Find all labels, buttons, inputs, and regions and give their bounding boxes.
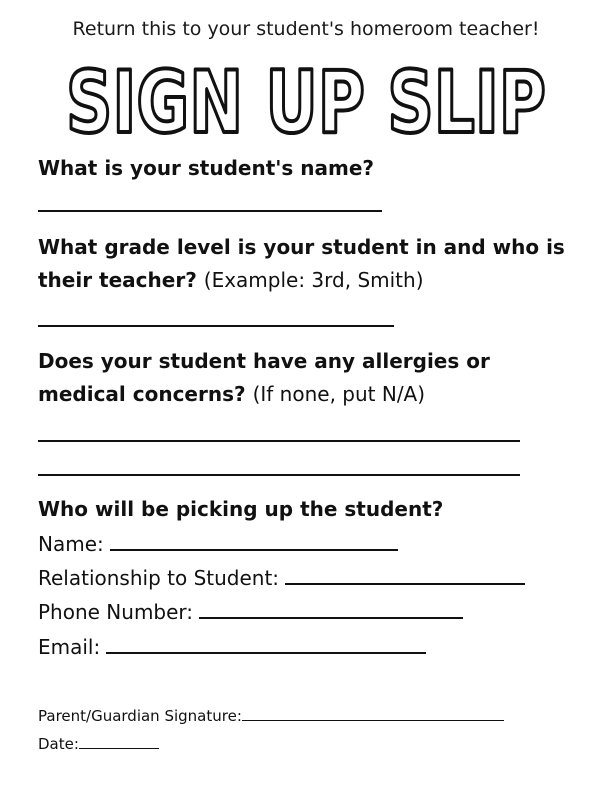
pickup-relationship-label: Relationship to Student:: [38, 566, 280, 590]
signature-label: Parent/Guardian Signature:: [38, 707, 242, 725]
question-allergies-text: medical concerns?: [38, 382, 246, 406]
question-student-name-label: What is your student's name?: [38, 156, 374, 180]
pickup-email-line[interactable]: [106, 652, 426, 654]
allergies-answer-line-1[interactable]: [38, 440, 520, 442]
question-grade-line1: What grade level is your student in and who is: [38, 235, 565, 259]
signature-line[interactable]: [242, 720, 504, 721]
question-student-name: [38, 152, 374, 185]
pickup-email-label: Email:: [38, 635, 101, 659]
pickup-email-field[interactable]: [38, 632, 426, 662]
pickup-name-field[interactable]: [38, 529, 398, 559]
signature-field[interactable]: [38, 705, 504, 727]
pickup-relationship-line[interactable]: [285, 583, 525, 585]
date-field[interactable]: [38, 733, 159, 755]
date-label: Date:: [38, 735, 79, 753]
question-allergies: [38, 345, 490, 411]
date-line[interactable]: [79, 748, 159, 749]
question-grade-text: their teacher?: [38, 268, 197, 292]
question-grade-line2: [38, 264, 565, 297]
pickup-phone-line[interactable]: [199, 617, 463, 619]
allergies-answer-line-2[interactable]: [38, 474, 520, 476]
grade-teacher-answer-line[interactable]: [38, 325, 394, 327]
question-allergies-hint: (If none, put N/A): [252, 382, 426, 406]
return-instruction: Return this to your student's homeroom teacher!: [72, 18, 540, 40]
question-grade-teacher: [38, 231, 565, 297]
student-name-answer-line[interactable]: [38, 210, 382, 212]
pickup-phone-field[interactable]: [38, 597, 463, 627]
question-pickup: [38, 493, 443, 526]
pickup-relationship-field[interactable]: [38, 563, 525, 593]
question-grade-hint: (Example: 3rd, Smith): [203, 268, 424, 292]
pickup-name-line[interactable]: [110, 549, 398, 551]
question-allergies-line1: Does your student have any allergies or: [38, 349, 490, 373]
title-text: SIGN UP SLIP: [66, 53, 546, 142]
question-allergies-line2: [38, 378, 490, 411]
question-pickup-label: Who will be picking up the student?: [38, 497, 444, 521]
sign-up-slip-title: [0, 44, 612, 142]
pickup-phone-label: Phone Number:: [38, 600, 194, 624]
pickup-name-label: Name:: [38, 532, 104, 556]
